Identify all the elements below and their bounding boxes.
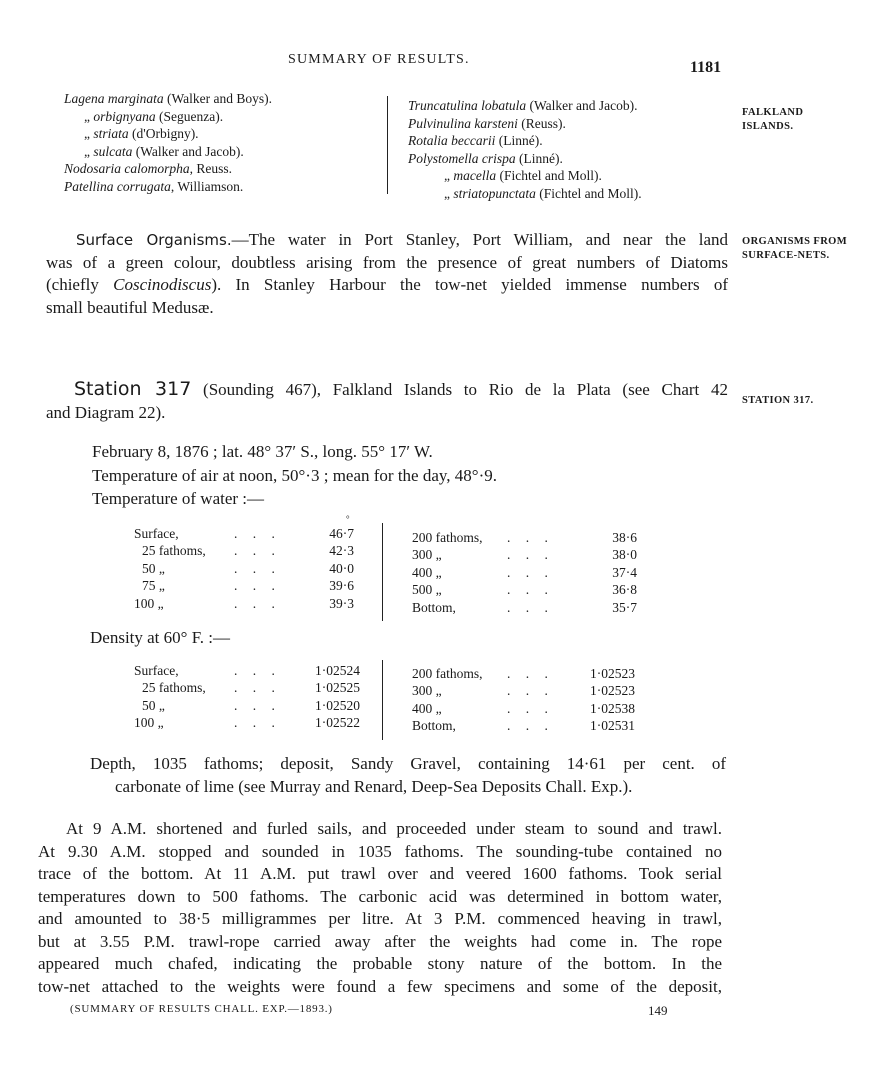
table-row: 75 „ . . . 39·6 [142,578,354,594]
table-row: 50 „ . . . 1·02520 [142,697,360,713]
depth-deposit-paragraph: Depth, 1035 fathoms; deposit, Sandy Gravel, containing 14·61 per cent. of carbonate of lime (see Murray and Renard, Deep-Sea Deposits Chall. Exp.). [90,754,726,796]
station-heading: Station 317 (Sounding 467), Falkland Islands to Rio de la Plata (see Chart 42 and Diagram 22). [46,378,728,422]
column-divider [382,523,383,621]
species-entry: Nodosaria calomorpha, Reuss. [64,161,233,176]
station-date: February 8, 1876 ; lat. 48° 37′ S., long. 55° 17′ W. [92,442,433,461]
signature-number: 149 [648,1003,668,1018]
species-entry: „ striata (d'Orbigny). [84,126,199,141]
species-entry: „ orbignyana (Seguenza). [84,108,224,124]
table-row: 25 fathoms, . . . 42·3 [142,543,354,559]
density-label: Density at 60° F. :— [90,628,231,647]
water-temp-table-left [134,525,354,613]
degree-mark: ° [346,514,350,524]
table-row: Surface, . . . 1·02524 [134,662,360,678]
table-row: 25 fathoms, . . . 1·02525 [142,680,360,696]
table-row: 50 „ . . . 40·0 [142,560,354,576]
narrative-paragraph: At 9 A.M. shortened and furled sails, and proceeded under steam to sound and trawl. At 9.30 A.M. stopped and sounded in 1035 fathoms. The sounding-tube contained no trace of the bottom. At 11 A.M. put trawl over and veered 1600 fathoms. Took serial temperatures down to 500 fathoms. The carbonic acid was determined in bottom water, and amounted to 38·5 milligrammes per litre. At 3 P.M. commenced heaving in trawl, but at 3.55 P.M. trawl-rope carried away after the weights had come in. The rope appeared much chafed, indicating the probable stony nature of the bottom. In the tow-net attached to the weights were found a few specimens and some of the deposit, [38,819,722,996]
margin-note-organisms: ORGANISMS FROM SURFACE-NETS. [742,236,848,261]
table-row: 100 „ . . . 1·02522 [134,715,360,731]
species-entry: „ sulcata (Walker and Jacob). [84,143,244,159]
species-entry: Truncatulina lobatula (Walker and Jacob). [408,98,638,113]
running-header: SUMMARY OF RESULTS. [288,52,470,67]
table-row: Surface, . . . 46·7 [134,525,354,541]
table-row: 300 „ . . . 38·0 [412,547,637,563]
column-divider [387,96,388,194]
species-entry: Patellina corrugata, Williamson. [64,178,244,194]
table-row: Bottom, . . . 1·02531 [412,718,635,734]
margin-note-station: STATION 317. [742,395,814,406]
table-row: 200 fathoms, . . . 1·02523 [412,665,635,681]
species-entry: Polystomella crispa (Linné). [408,150,563,166]
species-entry: Lagena marginata (Walker and Boys). [64,91,273,106]
water-temperature-label: Temperature of water :— [92,489,265,508]
table-row: 500 „ . . . 36·8 [412,582,637,598]
species-entry: „ striatopunctata (Fichtel and Moll). [444,185,642,201]
page-number: 1181 [690,59,722,76]
table-row: Bottom, . . . 35·7 [412,599,637,615]
species-entry: Pulvinulina karsteni (Reuss). [408,115,566,131]
section-heading: Surface Organisms. [76,231,232,249]
water-temp-table-right [412,529,637,617]
species-list-left [64,90,272,195]
station-title: Station 317 [74,378,192,400]
table-row: 300 „ . . . 1·02523 [412,683,635,699]
density-table-left [134,662,360,732]
table-row: 400 „ . . . 1·02538 [412,700,635,716]
table-row: 100 „ . . . 39·3 [134,595,354,611]
table-row: 400 „ . . . 37·4 [412,564,637,580]
air-temperature: Temperature of air at noon, 50°·3 ; mean for the day, 48°·9. [92,466,497,485]
species-list-right [408,97,642,202]
surface-organisms-paragraph: Surface Organisms.—The water in Port Stanley, Port William, and near the land was of a green colour, doubtless arising from the presence of great numbers of Diatoms (chiefly Coscinodiscus). In Stanley Harbour the tow-net yielded immense numbers of small beautiful Medusæ. [46,230,729,317]
density-table-right [412,665,635,735]
footer-citation: (SUMMARY OF RESULTS CHALL. EXP.—1893.) [70,1003,333,1015]
margin-note-falkland: FALKLAND ISLANDS. [742,107,804,132]
column-divider [382,660,383,740]
table-row: 200 fathoms, . . . 38·6 [412,529,637,545]
species-entry: Rotalia beccarii (Linné). [408,133,543,148]
species-entry: „ macella (Fichtel and Moll). [444,168,602,183]
